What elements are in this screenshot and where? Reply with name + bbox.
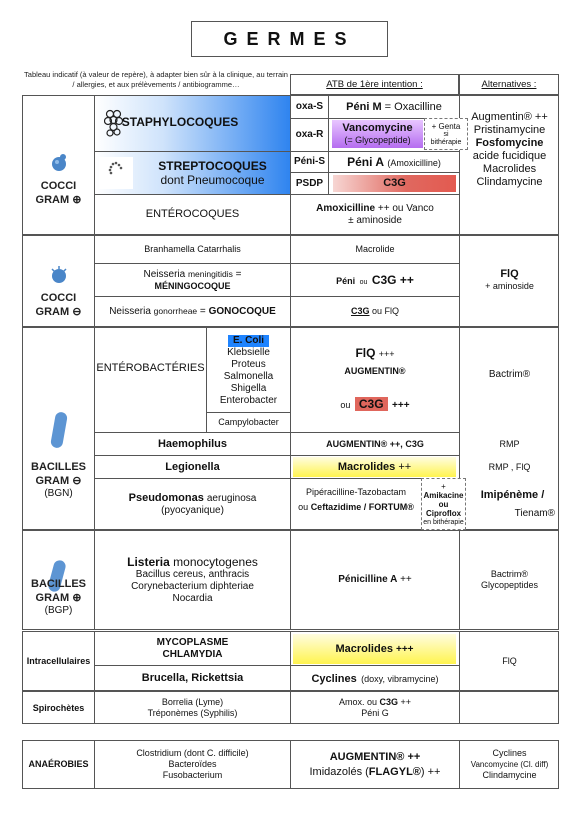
haemophilus-atb: AUGMENTIN® ++, C3G (326, 438, 424, 449)
peni-s-label: Péni-S (293, 156, 326, 167)
psdp-label: PSDP (295, 177, 324, 189)
bgp-germs: Listeria monocytogenes Bacillus cereus, anthracis Corynebacterium diphteriae Nocardia (127, 555, 258, 604)
enterobacteries-label: ENTÉROBACTÉRIES (96, 361, 205, 374)
entero-atb-cell: Amoxicilline ++ ou Vanco ± aminoside (316, 202, 434, 226)
group-spirochetes: Spirochètes (32, 702, 85, 713)
group-cocci-gram-pos: COCCI GRAM ⊕ (23, 140, 94, 220)
oxa-s-label: oxa-S (295, 101, 324, 112)
mycoplasme-atb: Macrolides +++ (293, 634, 456, 664)
bacillus-icon (49, 410, 69, 450)
pseudomonas-alt: Imipénème / Tienam® (480, 488, 555, 519)
legionella-alt: RMP , FlQ (488, 461, 531, 472)
bgp-alt: Bactrim® Glycopeptides (480, 569, 539, 590)
peni-m-cell: Péni M = Oxacilline (346, 100, 442, 113)
bactrim-alt: Bactrim® (488, 369, 531, 380)
pseudomonas-atb: Pipéracilline-Tazobactam ou Ceftazidime / FORTUM® (298, 487, 414, 512)
staph-label: STAPHYLOCOQUES (121, 115, 239, 129)
brucella-label: Brucella, Rickettsia (141, 671, 244, 684)
page-title: GERMES (191, 21, 388, 57)
anaerobes-alt: Cyclines Vancomycine (Cl. diff) Clindamycine (470, 748, 549, 780)
legionella-atb: Macrolides ++ (293, 457, 456, 477)
anaerobes-germs: Clostridium (dont C. difficile) Bacteroïdes Fusobacterium (136, 748, 249, 780)
anaerobes-atb: AUGMENTIN® ++ Imidazolés (FLAGYL®) ++ (309, 750, 441, 778)
enterocoques-label: ENTÉROCOQUES (145, 208, 240, 220)
header-alternatives: Alternatives : (459, 74, 559, 95)
intra-alt: FlQ (502, 655, 517, 666)
pseudomonas-label: Pseudomonas aeruginosa (pyocyanique) (128, 491, 257, 516)
branhamella-label: Branhamella Catarrhalis (144, 244, 241, 254)
strep-chain-icon (99, 157, 133, 189)
spirochetes-germs: Borrelia (Lyme) Tréponèmes (Syphilis) (147, 697, 238, 718)
gonocoque-label: Neisseria gonorrheae = GONOCOQUE (109, 306, 276, 317)
cocci-pos-alternatives: Augmentin® ++ Pristinamycine Fosfomycine acide fucidique Macrolides Clindamycine (471, 111, 548, 188)
cocci-neg-alternatives: FlQ + aminoside (485, 268, 534, 291)
group-bgp: BACILLES GRAM ⊕ (BGP) (23, 558, 94, 628)
brucella-atb: Cyclines (doxy, vibramycine) (311, 673, 439, 685)
genta-note: + Genta si bithérapie (424, 118, 468, 150)
group-anaerobies: ANAÉROBIES (28, 759, 89, 769)
peni-a-cell: Péni A (Amoxicilline) (347, 155, 441, 169)
cocci-neg-icon (48, 265, 70, 285)
group-cocci-gram-neg: COCCI GRAM ⊖ (23, 262, 94, 322)
header-atb: ATB de 1ère intention : (290, 74, 459, 95)
disclaimer-note: Tableau indicatif (à valeur de repère), à adapter bien sûr à la clinique, au terrain / allergies, et aux prélèvements / antibiogramme… (24, 70, 288, 89)
spirochetes-atb: Amox. ou C3G ++ Péni G (338, 697, 412, 718)
vanco-cell: Vancomycine (= Glycopeptide) (332, 120, 423, 148)
mycoplasme-label: MYCOPLASME CHLAMYDIA (156, 636, 229, 660)
strep-label: STREPTOCOQUES dont Pneumocoque (158, 159, 267, 187)
cocci-bacteria-icon (49, 153, 69, 173)
campylobacter-label: Campylobacter (218, 417, 279, 427)
group-intracellulaires: Intracellulaires (26, 655, 91, 666)
c3g-cell: C3G (333, 175, 456, 192)
amikacine-note: + Amikacine ou Ciproflox en bithérapie (421, 478, 466, 530)
meningocoque-atb: Péni ou C3G ++ (336, 273, 414, 287)
gonocoque-atb: C3G ou FlQ (350, 306, 400, 316)
meningocoque-label: Neisseria meningitidis = MÉNINGOCOQUE (143, 269, 242, 291)
haemophilus-label: Haemophilus (157, 437, 228, 450)
haemophilus-alt: RMP (499, 438, 520, 449)
bgp-atb: Pénicilline A ++ (338, 574, 412, 585)
enterobacteria-species: E. Coli Klebsielle Proteus Salmonella Shigella Enterobacter (219, 334, 278, 406)
legionella-label: Legionella (165, 460, 220, 473)
group-bgn: BACILLES GRAM ⊖ (BGN) (23, 405, 94, 505)
enterobacteria-atb: FlQ +++ AUGMENTIN® ou C3G +++ (340, 345, 410, 411)
oxa-r-label: oxa-R (295, 129, 324, 140)
branhamella-atb: Macrolide (355, 244, 395, 254)
